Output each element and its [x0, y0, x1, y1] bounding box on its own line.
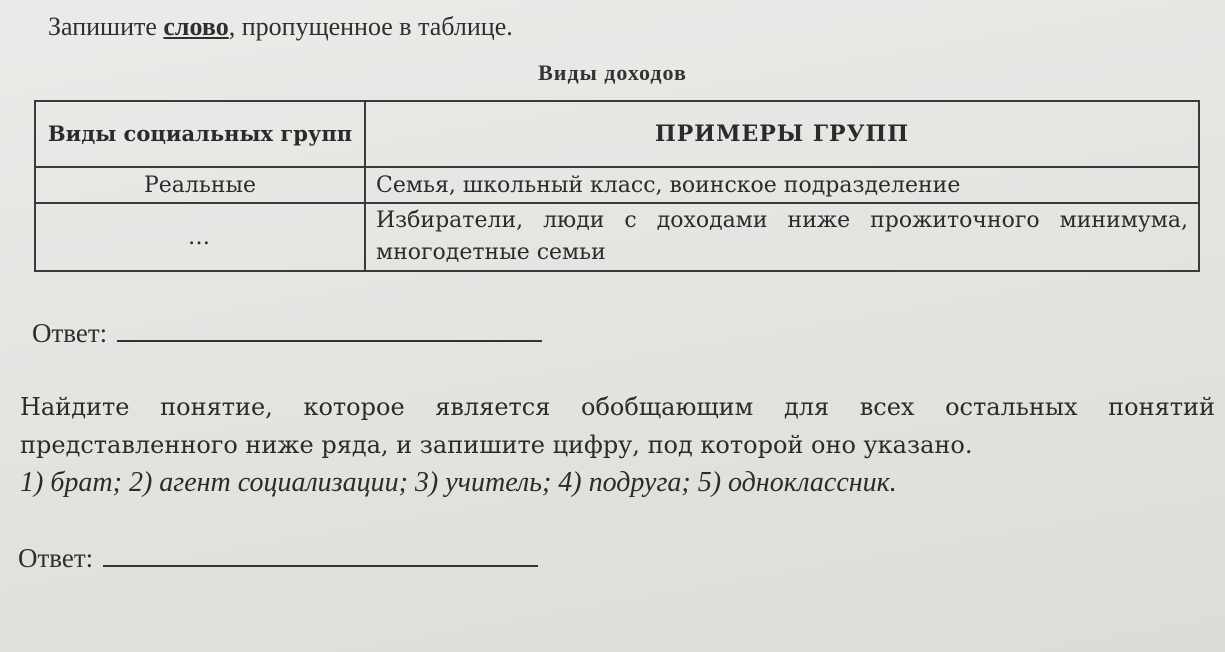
- task2-answer: [18, 543, 538, 574]
- table-title: Виды доходов: [538, 60, 687, 85]
- table-cell: Реальные: [35, 167, 365, 203]
- task2-instruction-line2: представленного ниже ряда, и запишите цифру, под которой оно указано.: [20, 431, 973, 459]
- task1-instruction: [48, 12, 513, 42]
- table-cell: Избиратели, люди с доходами ниже прожиточного минимума, многодетные семьи: [365, 203, 1199, 271]
- task2-answer-line[interactable]: [103, 565, 538, 567]
- task2-instruction-line1: Найдите понятие, которое является обобщающим для всех остальных понятий: [20, 393, 1215, 421]
- table-cell-missing: …: [35, 203, 365, 271]
- table-cell: Семья, школьный класс, воинское подразделение: [365, 167, 1199, 203]
- table-header-cell: Виды социальных групп: [35, 101, 365, 167]
- task1-answer-label: Ответ:: [32, 318, 108, 348]
- table-row: [35, 167, 1199, 203]
- task1-answer-line[interactable]: [117, 340, 542, 342]
- task2-answer-label: Ответ:: [18, 543, 94, 573]
- table-row: [35, 203, 1199, 271]
- table-header-row: [35, 101, 1199, 167]
- task2-block: [20, 388, 1215, 502]
- social-groups-table: [34, 100, 1200, 272]
- task1-instruction-keyword: слово: [163, 12, 229, 41]
- task2-options: 1) брат; 2) агент социализации; 3) учитель; 4) подруга; 5) одноклассник.: [20, 467, 897, 498]
- task1-answer: [32, 318, 542, 349]
- task1-instruction-post: , пропущенное в таблице.: [228, 12, 513, 41]
- table-header-cell: ПРИМЕРЫ ГРУПП: [365, 101, 1199, 167]
- task1-instruction-pre: Запишите: [48, 12, 164, 41]
